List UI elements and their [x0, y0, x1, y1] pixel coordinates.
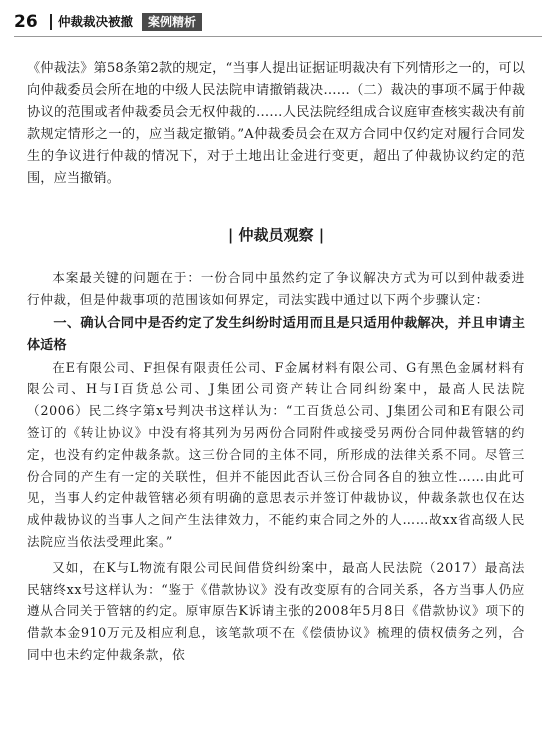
paragraph-case-2: 又如，在K与L物流有限公司民间借贷纠纷案中，最高人民法院（2017）最高法民辖终xx号这样认为：“鉴于《借款协议》没有改变原有的合同关系，各方当事人仍应遵从合同关于管辖的约定。原审原告K诉请主张的2008年5月8日《借款协议》项下的借款本金910万元及相应利息，该笔款项不在《偿债协议》梳理的债权债务之列，合同中也未约定仲裁条款，依 [27, 559, 525, 662]
header-divider [50, 14, 52, 30]
section-tag: 案例精析 [142, 13, 202, 31]
page-number: 26 [14, 12, 38, 32]
header-rule [14, 36, 542, 37]
book-title: 仲裁裁决被撤 [58, 14, 134, 29]
running-header [14, 12, 544, 34]
paragraph-case-1: 在E有限公司、F担保有限责任公司、F金属材料有限公司、G有黑色金属材料有限公司、H与I百货总公司、J集团公司资产转让合同纠纷案中，最高人民法院（2006）民二终字第x号判决书这样认为：“工百货总公司、J集团公司和E有限公司签订的《转让协议》中没有将其列为另两份合同附件或接受另两份合同仲裁管辖的约定，也没有约定仲裁条款。这三份合同的主体不同，所形成的法律关系不同。尽管三份合同的产生有一定的关联性，但并不能因此否认三份合同各自的独立性……由此可见，当事人约定仲裁管辖必须有明确的意思表示并签订仲裁协议，仲裁条款也仅在达成仲裁协议的当事人之间产生法律效力，不能约束合同之外的人……故xx省高级人民法院应当依法受理此案。” [27, 359, 525, 549]
page-body [27, 58, 525, 666]
paragraph-continued: 《仲裁法》第58条第2款的规定，“当事人提出证据证明裁决有下列情形之一的，可以向仲裁委员会所在地的中级人民法院申请撤销裁决……（二）裁决的事项不属于仲裁协议的范围或者仲裁委员会无权仲裁的……人民法院经组成合议庭审查核实裁决有前款规定情形之一的，应当裁定撤销。”A仲裁委员会在双方合同中仅约定对履行合同发生的争议进行仲裁的情况下，对于土地出让金进行变更，超出了仲裁协议约定的范围，应当撤销。 [27, 61, 525, 186]
subheading-1: 一、确认合同中是否约定了发生纠纷时适用而且是只适用仲裁解决，并且申请主体适格 [27, 316, 525, 353]
section-title: | 仲裁员观察 | [227, 226, 325, 245]
paragraph-intro: 本案最关键的问题在于：一份合同中虽然约定了争议解决方式为可以到仲裁委进行仲裁，但是仲裁事项的范围该如何界定，司法实践中通过以下两个步骤认定： [27, 270, 525, 308]
